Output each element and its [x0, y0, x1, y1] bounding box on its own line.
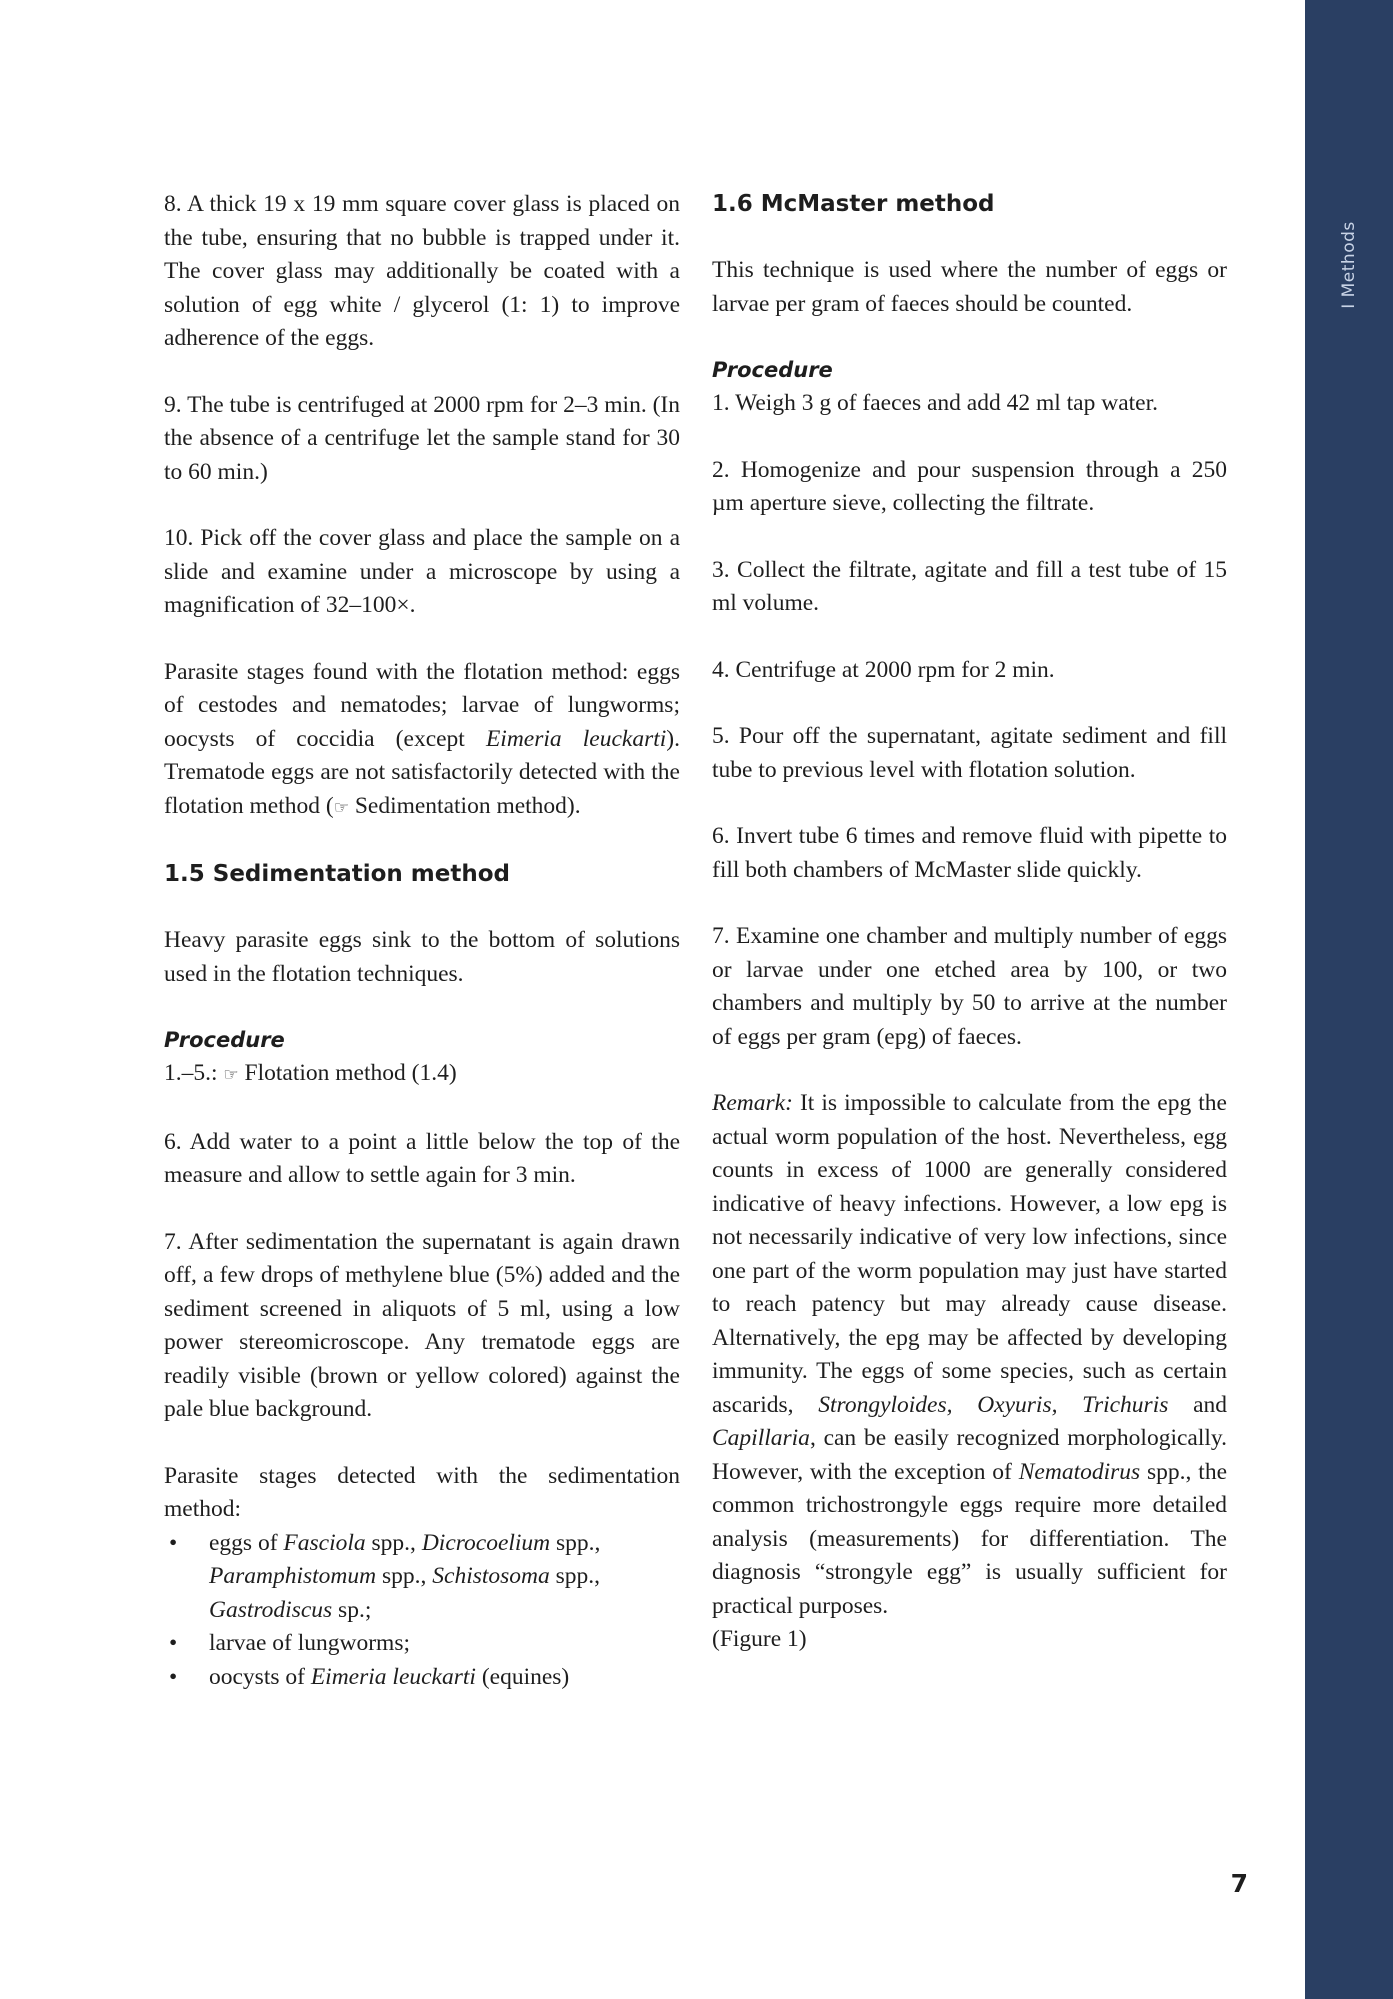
flotation-stages-paragraph — [164, 656, 680, 826]
text-run: spp., — [376, 1563, 433, 1589]
species-name: Eimeria leuckarti — [485, 725, 667, 752]
step-6-paragraph: 6. Add water to a point a little below the top of the measure and allow to settle again for 3 min. — [164, 1128, 680, 1188]
species-name: Eimeria leuckarti — [310, 1663, 476, 1690]
text-run: Parasite stages found with the flotation method: eggs of cestodes and nematodes; larvae of lungworms; oocysts of coccidia (except — [164, 658, 680, 752]
step-8-paragraph: 8. A thick 19 x 19 mm square cover glass is placed on the tube, ensuring that no bubble is trapped under it. The cover glass may additionally be coated with a solution of egg white / glycerol (1: 1) to improve adherence of the eggs. — [164, 191, 680, 351]
section-heading-mcmaster: 1.6 McMaster method — [712, 191, 995, 217]
mcmaster-step-7: 7. Examine one chamber and multiply number of eggs or larvae under one etched area by 100, or two chambers and multiply by 50 to arrive at the number of eggs per gram (epg) of faeces. — [712, 923, 1227, 1050]
detected-stages-list — [164, 1527, 680, 1695]
list-item — [164, 1661, 680, 1695]
list-item: • larvae of lungworms; — [164, 1627, 680, 1661]
text-run: (equines) — [475, 1663, 570, 1690]
pointing-hand-icon: ☞ — [223, 1065, 239, 1085]
page-number: 7 — [1230, 1869, 1248, 1898]
text-run: Sedimentation method). — [348, 792, 581, 819]
text-run: spp., the common trichostrongyle eggs require more detailed analysis (measurements) for differentiation. The diagnosis “strongyle egg” is usually sufficient for practical purposes. — [712, 1458, 1227, 1619]
text-run: eggs of — [209, 1529, 284, 1556]
left-column — [164, 188, 680, 1694]
mcmaster-step-1: 1. Weigh 3 g of faeces and add 42 ml tap water. — [712, 390, 1158, 416]
mcmaster-step-5: 5. Pour off the supernatant, agitate sediment and fill tube to previous level with flotation solution. — [712, 723, 1227, 783]
text-run: Flotation method (1.4) — [244, 1060, 457, 1086]
chapter-side-tab — [1305, 0, 1393, 1999]
mcmaster-step-2: 2. Homogenize and pour suspension through a 250 µm aperture sieve, collecting the filtrate. — [712, 456, 1227, 516]
pointing-hand-icon: ☞ — [333, 797, 349, 818]
text-run: It is impossible to calculate from the epg the actual worm population of the host. Nevertheless, egg counts in excess of 1000 are generally considered indicative of heavy infections. However, a low epg is not necessarily indicative of very low infections, since one part of the worm population may just have started to reach patency but may already cause disease. Alternatively, the epg may be affected by developing immunity. The eggs of some species, such as certain ascarids, — [712, 1090, 1227, 1418]
chapter-tab-label: I Methods — [1339, 221, 1360, 309]
mcmaster-step-6: 6. Invert tube 6 times and remove fluid with pipette to fill both chambers of McMaster slide quickly. — [712, 823, 1227, 883]
text-run: and — [1168, 1391, 1228, 1418]
text-run: oocysts of — [209, 1663, 311, 1690]
text-run: ). Trematode eggs are not satisfactorily detected with the flotation method ( — [164, 725, 680, 819]
section-heading-sedimentation: 1.5 Sedimentation method — [164, 861, 510, 887]
text-run: , can be easily recognized morphologically. However, with the exception of — [712, 1425, 1227, 1485]
remark-label: Remark: — [712, 1090, 793, 1116]
mcmaster-intro: This technique is used where the number of eggs or larvae per gram of faeces should be counted. — [712, 257, 1227, 317]
right-column — [712, 188, 1227, 1690]
species-name: Schistosoma — [432, 1563, 550, 1589]
text-run: spp., — [550, 1529, 601, 1556]
figure-reference: (Figure 1) — [712, 1626, 807, 1652]
species-name: Fasciola — [283, 1529, 366, 1556]
text-run: spp., — [549, 1563, 601, 1589]
detected-stages-intro: Parasite stages detected with the sedimentation method: — [164, 1462, 680, 1522]
species-name: Gastrodiscus — [209, 1596, 333, 1623]
step-7-paragraph: 7. After sedimentation the supernatant is again drawn off, a few drops of methylene blue (5%) added and the sediment screened in aliquots of 5 ml, using a low power stereomicroscope. Any trematode eggs are readily visible (brown or yellow colored) against the pale blue background. — [164, 1228, 680, 1422]
remark-paragraph — [712, 1087, 1227, 1623]
list-item — [164, 1527, 680, 1628]
species-name: Paramphistomum — [209, 1563, 377, 1589]
text-run: sp.; — [332, 1596, 372, 1623]
step-10-paragraph: 10. Pick off the cover glass and place the sample on a slide and examine under a microscope by using a magnification of 32–100×. — [164, 525, 680, 618]
procedure-heading: Procedure — [712, 358, 833, 382]
step-1-5-paragraph — [164, 1057, 680, 1093]
text-run: spp., — [365, 1529, 422, 1556]
mcmaster-step-4: 4. Centrifuge at 2000 rpm for 2 min. — [712, 656, 1055, 683]
chapter-tab-label-box — [1335, 205, 1363, 325]
mcmaster-step-3: 3. Collect the filtrate, agitate and fill a test tube of 15 ml volume. — [712, 556, 1227, 616]
species-name: Capillaria — [712, 1425, 810, 1451]
sedimentation-intro: Heavy parasite eggs sink to the bottom of solutions used in the flotation techniques. — [164, 927, 680, 987]
species-name: Strongyloides, Oxyuris, Trichuris — [818, 1391, 1169, 1418]
step-9-paragraph: 9. The tube is centrifuged at 2000 rpm for 2–3 min. (In the absence of a centrifuge let the sample stand for 30 to 60 min.) — [164, 391, 680, 485]
text-run: 1.–5.: — [164, 1060, 224, 1086]
procedure-heading: Procedure — [164, 1028, 285, 1052]
species-name: Dicrocoelium — [421, 1529, 551, 1556]
species-name: Nematodirus — [1018, 1458, 1141, 1485]
